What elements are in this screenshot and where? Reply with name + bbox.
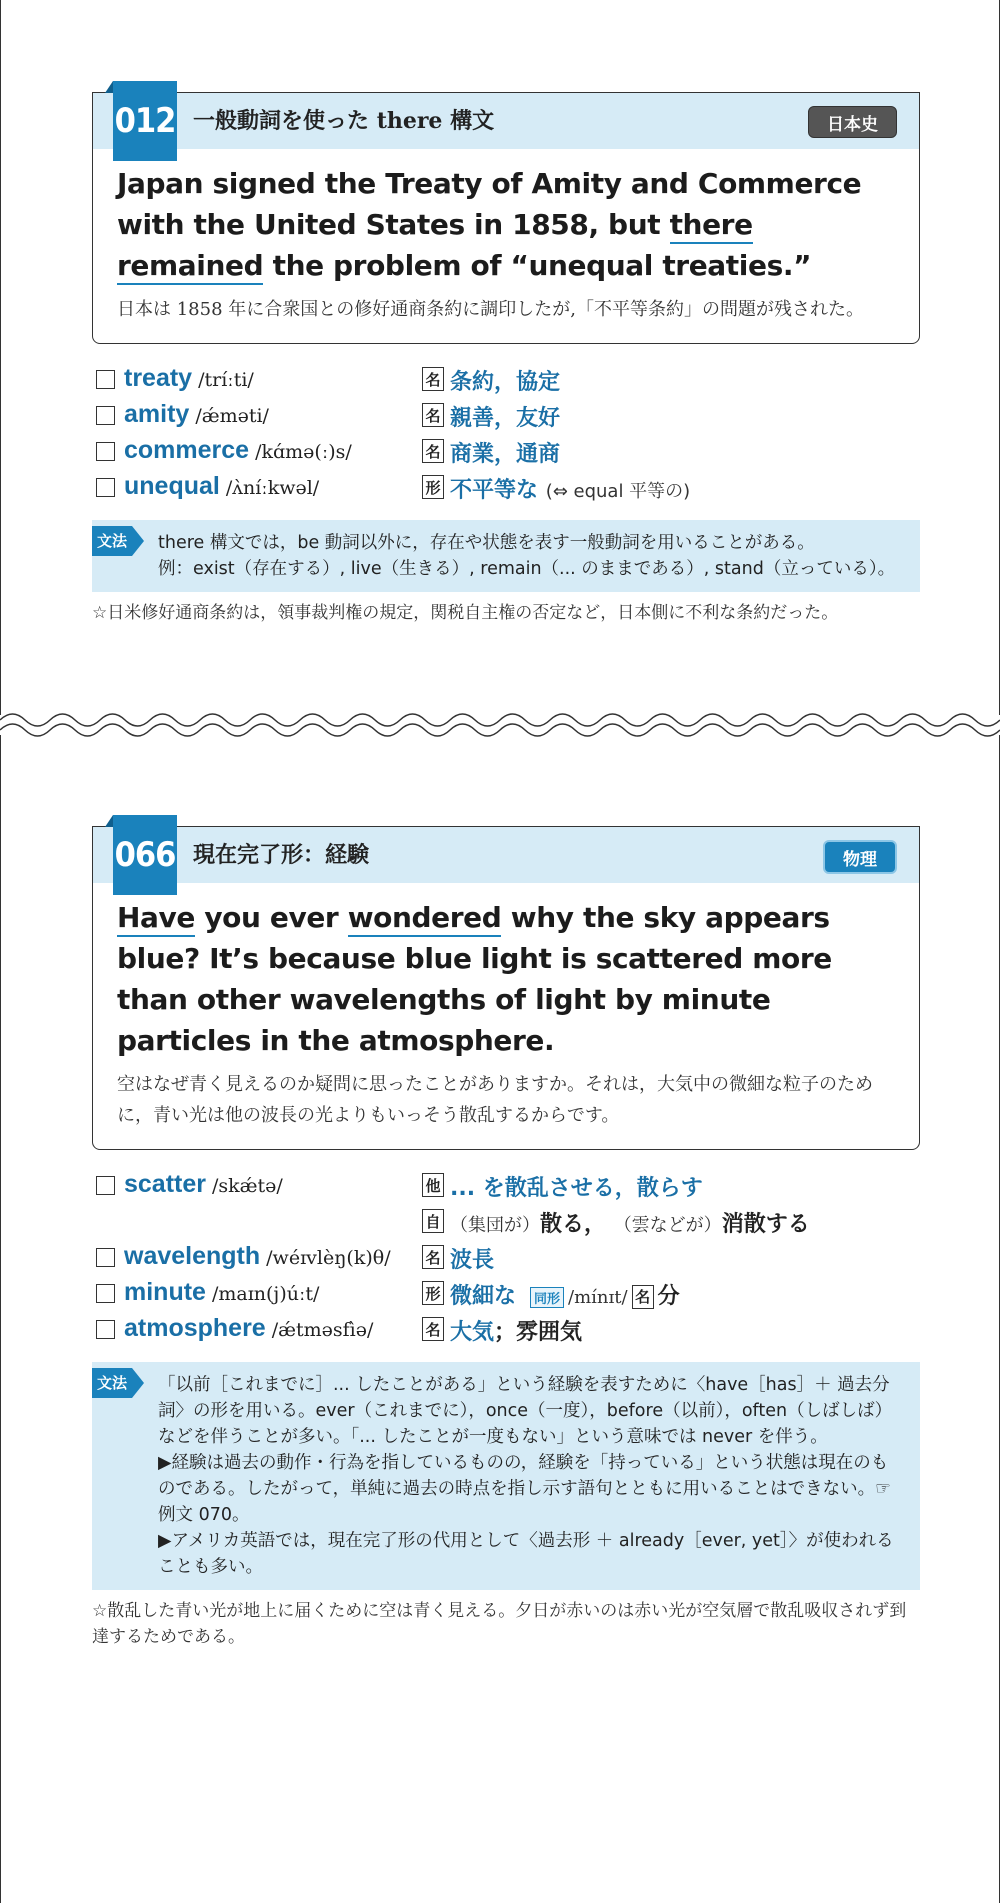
part-of-speech: 名: [422, 1317, 444, 1341]
sentence-part: why the sky appears blue? It’s because blue light is scattered more than other wavelengths of light by minute particles in the atmosphere.: [117, 901, 832, 1057]
title-ja: 一般動詞を使った: [193, 109, 370, 134]
part-of-speech: 形: [422, 1281, 444, 1305]
vocab-item: [92, 1276, 920, 1312]
part-of-speech: 自: [422, 1209, 444, 1233]
vocab-word: atmosphere /ǽtməsfìə/: [124, 1314, 374, 1342]
sentence-part: you ever: [194, 901, 348, 934]
vocab-item: [92, 434, 920, 470]
vocab-meaning: 大気；雰囲気: [450, 1320, 583, 1345]
homograph-tag: 同形: [530, 1287, 564, 1308]
example-card: [92, 92, 920, 344]
english-sentence: [117, 897, 895, 1061]
vocab-meaning: 不平等な (⇔ equal 平等の): [450, 478, 691, 503]
grammar-text: 「以前［これまでに］... したことがある」という経験を表すために〈have［has］＋ 過去分詞〉の形を用いる。ever（これまでに），once（一度），before（以前），often（しばしば）などを伴うことが多い。「... したことが一度もない」という意味では never を伴う。: [158, 1375, 893, 1447]
vocab-word: scatter /skǽtə/: [124, 1170, 283, 1198]
pronunciation: /ǽtməsfìə/: [271, 1319, 374, 1341]
title-en: there: [376, 108, 443, 134]
grammar-text: ▶経験は過去の動作・行為を指しているものの，経験を「持っている」という状態は現在のものである。したがって，単純に過去の時点を指し示す語句とともに用いることはできない。☞例文 070。: [158, 1453, 891, 1525]
checkbox[interactable]: [96, 1284, 115, 1303]
vocab-word: amity /ǽməti/: [124, 400, 269, 428]
grammar-text: 例：exist（存在する）, live（生きる）, remain（... のままである）, stand（立っている）。: [158, 559, 896, 579]
part-of-speech: 名: [422, 367, 444, 391]
vocab-item: [92, 362, 920, 398]
target-phrase: Have: [117, 901, 195, 937]
grammar-label: 文法: [92, 1368, 132, 1398]
vocab-meaning: 微細な 同形 /mínɪt/ 名 分: [450, 1284, 680, 1309]
vocab-meaning: 波長: [450, 1248, 495, 1273]
part-of-speech: 名: [422, 439, 444, 463]
vocab-item: [92, 1240, 920, 1276]
vocab-item: [92, 1312, 920, 1348]
vocab-word: treaty /tríːti/: [124, 364, 254, 392]
pronunciation: /skǽtə/: [212, 1175, 283, 1197]
part-of-speech: 名: [422, 403, 444, 427]
japanese-translation: 日本は 1858 年に合衆国との修好通商条約に調印したが,「不平等条約」の問題が残された。: [117, 299, 864, 320]
part-of-speech: 名: [422, 1245, 444, 1269]
grammar-label: 文法: [92, 526, 132, 556]
title-suffix: 構文: [450, 109, 495, 134]
pronunciation: /wéɪvlèŋ(k)θ/: [266, 1247, 391, 1269]
footnote: ☆散乱した青い光が地上に届くために空は青く見える。夕日が赤いのは赤い光が空気層で散乱吸収されず到達するためである。: [92, 1601, 907, 1647]
subject-badge: 日本史: [808, 106, 897, 138]
example-card: [92, 826, 920, 1150]
pronunciation: /ʌ̀níːkwəl/: [225, 477, 320, 499]
vocab-list: [92, 362, 920, 506]
grammar-box: [92, 1362, 920, 1590]
pronunciation: /kɑ́mə(ː)s/: [255, 441, 352, 463]
entry-012: [92, 92, 920, 626]
part-of-speech: 形: [422, 475, 444, 499]
vocab-meaning: ... を散乱させる，散らす: [450, 1176, 703, 1201]
checkbox[interactable]: [96, 1176, 115, 1195]
pronunciation: /maɪn(j)úːt/: [211, 1283, 320, 1305]
grammar-text: there 構文では，be 動詞以外に，存在や状態を表す一般動詞を用いることがある。: [158, 533, 815, 553]
entry-066: [92, 826, 920, 1650]
part-of-speech: 名: [632, 1285, 654, 1309]
sentence-part: Japan signed the Treaty of Amity and Commerce with the United States in 1858, but: [117, 167, 862, 241]
entry-number: 066: [113, 815, 177, 895]
checkbox[interactable]: [96, 1320, 115, 1339]
part-of-speech: 他: [422, 1173, 444, 1197]
grammar-text: ▶アメリカ英語では，現在完了形の代用として〈過去形 ＋ already［ever, yet］〉が使われることも多い。: [158, 1531, 894, 1577]
vocab-word: wavelength /wéɪvlèŋ(k)θ/: [124, 1242, 391, 1270]
wavy-divider: [0, 700, 1000, 750]
footnote: ☆日米修好通商条約は，領事裁判権の規定，関税自主権の否定など，日本側に不利な条約だった。: [92, 603, 839, 623]
vocab-word: commerce /kɑ́mə(ː)s/: [124, 436, 352, 464]
checkbox[interactable]: [96, 478, 115, 497]
card-header: [93, 827, 919, 883]
subject-badge: 物理: [823, 840, 897, 874]
grammar-box: [92, 520, 920, 592]
checkbox[interactable]: [96, 1248, 115, 1267]
target-phrase: there remained: [117, 208, 753, 285]
vocab-meaning: 親善，友好: [450, 406, 561, 431]
vocab-list: [92, 1168, 920, 1348]
checkbox[interactable]: [96, 406, 115, 425]
entry-title: 現在完了形：経験: [193, 843, 370, 868]
vocab-meaning: （集団が）散る， （雲などが）消散する: [450, 1212, 810, 1237]
target-phrase: wondered: [348, 901, 502, 937]
checkbox[interactable]: [96, 442, 115, 461]
vocab-item: [92, 470, 920, 506]
vocab-item: [92, 1168, 920, 1204]
vocab-meaning: 条約，協定: [450, 370, 561, 395]
vocab-item: [92, 398, 920, 434]
vocab-item-sub: [92, 1204, 920, 1240]
vocab-word: unequal /ʌ̀níːkwəl/: [124, 472, 320, 500]
antonym-note: (⇔ equal 平等の): [545, 481, 691, 502]
entry-title: [193, 104, 494, 135]
sentence-part: the problem of “unequal treaties.”: [263, 249, 812, 282]
entry-number: 012: [113, 81, 177, 161]
vocab-meaning: 商業，通商: [450, 442, 561, 467]
card-header: [93, 93, 919, 149]
pronunciation: /tríːti/: [198, 369, 254, 391]
vocab-word: minute /maɪn(j)úːt/: [124, 1278, 320, 1306]
checkbox[interactable]: [96, 370, 115, 389]
pronunciation: /ǽməti/: [195, 405, 269, 427]
japanese-translation: 空はなぜ青く見えるのか疑問に思ったことがありますか。それは，大気中の微細な粒子のために，青い光は他の波長の光よりもいっそう散乱するからです。: [117, 1074, 873, 1126]
english-sentence: [117, 163, 895, 286]
